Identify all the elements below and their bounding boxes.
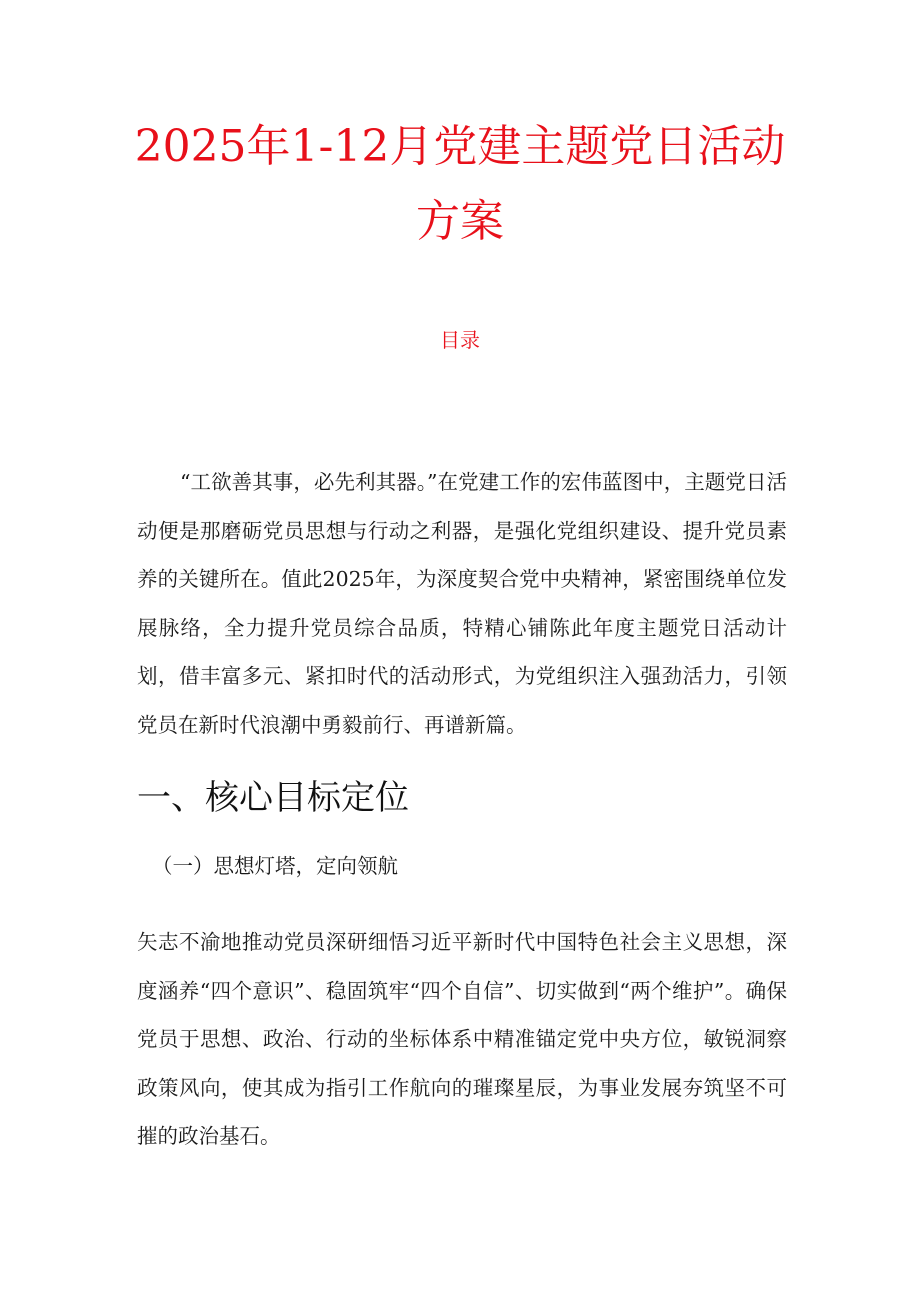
subsection-heading-1: （一）思想灯塔，定向领航 — [152, 854, 398, 878]
intro-paragraph: “工欲善其事，必先利其器。”在党建工作的宏伟蓝图中，主题党日活动便是那磨砺党员思想与行动之利器，是强化党组织建设、提升党员素养的关键所在。值此2025年，为深度契合党中央精神，紧密围绕单位发展脉络，全力提升党员综合品质，特精心铺陈此年度主题党日活动计划，借丰富多元、紧扣时代的活动形式，为党组织注入强劲活力，引领党员在新时代浪潮中勇毅前行、再谱新篇。 — [137, 470, 787, 737]
subsection-1-paragraph: 矢志不渝地推动党员深研细悟习近平新时代中国特色社会主义思想，深度涵养“四个意识”、稳固筑牢“四个自信”、切实做到“两个维护”。确保党员于思想、政治、行动的坐标体系中精准锚定党中央方位，敏锐洞察政策风向，使其成为指引工作航向的璀璨星辰，为事业发展夯筑坚不可摧的政治基石。 — [137, 930, 787, 1148]
document-title-line-2: 方案 — [416, 196, 504, 247]
document-title-line-1: 2025年1-12月党建主题党日活动 — [134, 121, 786, 172]
table-of-contents-label: 目录 — [440, 328, 480, 352]
section-heading-1: 一、核心目标定位 — [137, 778, 409, 818]
